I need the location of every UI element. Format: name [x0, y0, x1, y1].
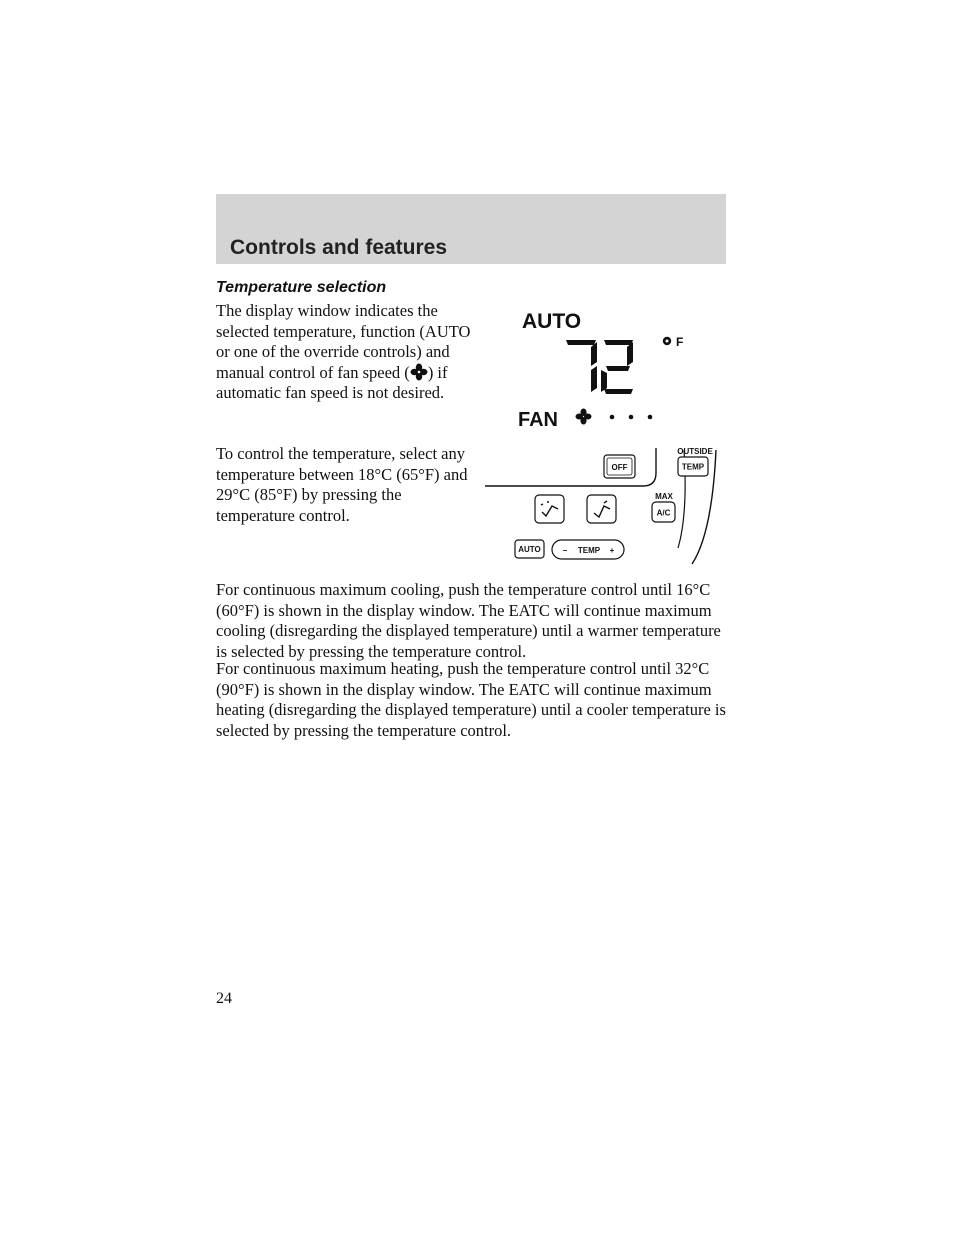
display-temperature-digits [566, 340, 633, 394]
fan-icon [576, 409, 592, 425]
display-mode-auto: AUTO [522, 310, 582, 333]
temp-decrease[interactable]: – [562, 546, 568, 555]
display-temperature: 72 [480, 300, 481, 301]
auto-button[interactable] [515, 540, 544, 558]
outside-temp-label: TEMP [681, 462, 705, 472]
fan-icon [410, 363, 428, 381]
page-number: 24 [216, 990, 232, 1007]
temp-rocker-label: TEMP [577, 546, 601, 555]
ac-button[interactable] [652, 502, 675, 522]
paragraph-max-cooling: For continuous maximum cooling, push the temperature control until 16°C (60°F) is shown in the display window. The EATC will continue maximum cooling (disregarding the displayed temperature) until a warmer temperature is selected by pressing the temperature control. [216, 580, 721, 661]
fan-speed-dots [610, 415, 653, 420]
off-button[interactable] [604, 455, 635, 478]
display-unit: F [676, 335, 684, 349]
off-button-label: OFF [611, 463, 628, 472]
climate-control-panel-illustration [480, 444, 725, 569]
paragraph-temperature-range: To control the temperature, select any temperature between 18°C (65°F) and 29°C (85°F) by pressing the temperature control. [216, 444, 468, 525]
temperature-rocker-control[interactable] [552, 540, 624, 559]
display-fan-label: FAN [518, 409, 558, 431]
floor-defrost-button[interactable] [535, 495, 564, 523]
section-heading: Temperature selection [216, 279, 387, 296]
paragraph-max-heating: For continuous maximum heating, push the temperature control until 32°C (90°F) is shown in the display window. The EATC will continue maximum heating (disregarding the displayed temperature) until a cooler temperature is selected by pressing the temperature control. [216, 659, 726, 740]
outside-temp-button[interactable] [678, 457, 708, 476]
temp-increase[interactable]: + [609, 546, 615, 555]
max-label: MAX [655, 492, 673, 501]
floor-button[interactable] [587, 495, 616, 523]
outside-label: OUTSIDE [677, 447, 713, 456]
climate-display-illustration [480, 300, 730, 440]
header-band [216, 194, 726, 264]
auto-button-label: AUTO [518, 545, 541, 554]
paragraph-display-window [216, 301, 478, 404]
paragraph-text: The display window indicates the selected temperature, function (AUTO or one of the override controls) and manual control of fan speed ( [216, 301, 471, 382]
ac-button-label: A/C [656, 508, 671, 518]
paragraph-text: ) if automatic fan speed is not desired. [216, 362, 448, 402]
page-section-title: Controls and features [230, 236, 448, 259]
